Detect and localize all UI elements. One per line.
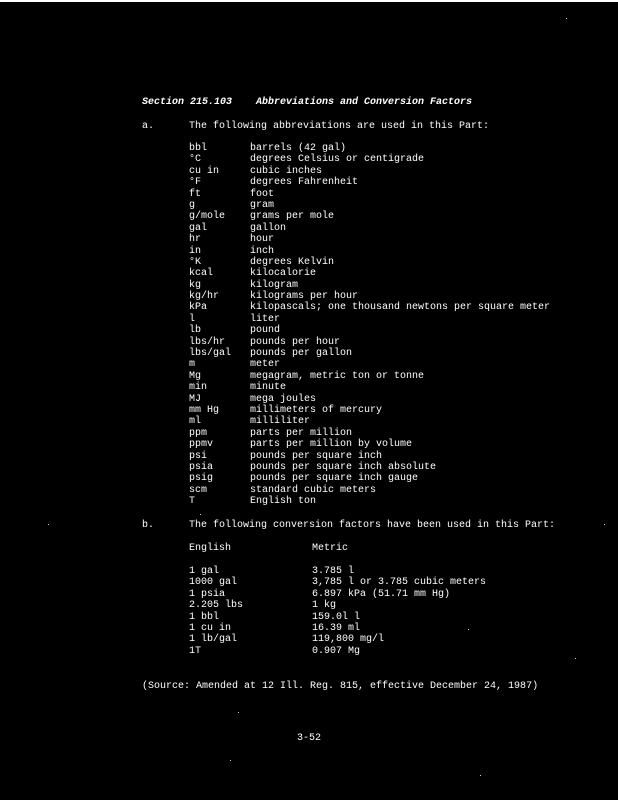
section-heading xyxy=(142,97,472,108)
abbreviation-term: mm Hg xyxy=(189,404,220,416)
abbreviation-term: T xyxy=(189,496,196,508)
abbreviation-meaning: milliliter xyxy=(250,416,311,428)
abbreviation-meaning: minute xyxy=(250,382,287,394)
abbreviation-meaning: standard cubic meters xyxy=(250,484,377,496)
abbreviation-term: ppm xyxy=(189,427,208,439)
conversion-english-value: 1 lb/gal xyxy=(189,634,238,646)
abbreviation-meaning: barrels (42 gal) xyxy=(250,143,347,154)
abbreviation-meaning: parts per million by volume xyxy=(250,439,413,451)
source-note: (Source: Amended at 12 Ill. Reg. 815, effective December 24, 1987) xyxy=(142,681,539,692)
abbreviation-term: in xyxy=(189,245,202,257)
abbreviation-row xyxy=(189,291,550,302)
abbreviation-row xyxy=(189,280,550,291)
abbreviation-meaning: meter xyxy=(250,359,281,371)
abbreviation-term: min xyxy=(189,382,208,394)
abbreviation-meaning: kilocalorie xyxy=(250,268,317,280)
abbreviation-term: scm xyxy=(189,484,208,496)
conversion-english-value: 1 cu in xyxy=(189,622,232,634)
conversion-metric-value: 6.897 kPa (51.71 mm Hg) xyxy=(312,588,451,600)
abbreviation-term: lb xyxy=(189,325,202,337)
abbreviation-meaning: parts per million xyxy=(250,427,353,439)
scan-speck xyxy=(604,524,605,525)
conversion-row xyxy=(189,600,486,611)
abbreviation-meaning: mega joules xyxy=(250,393,317,405)
scan-speck xyxy=(238,712,239,713)
abbreviation-meaning: kilopascals; one thousand newtons per square meter xyxy=(250,302,551,314)
abbreviation-row xyxy=(189,485,550,496)
conversion-row xyxy=(189,566,486,577)
conversion-metric-value: 3,785 l or 3.785 cubic meters xyxy=(312,577,487,589)
abbreviation-term: cu in xyxy=(189,165,220,177)
conversion-row xyxy=(189,577,486,588)
abbreviation-row xyxy=(189,234,550,245)
conversion-english-value: 2.205 lbs xyxy=(189,600,244,612)
column-header-metric: Metric xyxy=(312,543,349,554)
abbreviation-meaning: degrees Fahrenheit xyxy=(250,177,359,189)
paragraph-a-intro xyxy=(142,121,489,132)
abbreviation-meaning: kilogram xyxy=(250,279,299,291)
abbreviation-term: Mg xyxy=(189,370,202,382)
abbreviation-meaning: kilograms per hour xyxy=(250,291,359,303)
conversion-english-value: 1T xyxy=(189,645,202,657)
abbreviation-meaning: pounds per square inch xyxy=(250,450,383,462)
abbreviation-term: °K xyxy=(189,256,202,268)
abbreviation-term: ft xyxy=(189,188,202,200)
abbreviation-list xyxy=(189,143,550,508)
scan-speck xyxy=(230,760,231,761)
abbreviation-row xyxy=(189,302,550,313)
abbreviation-row xyxy=(189,405,550,416)
abbreviation-row xyxy=(189,257,550,268)
scan-speck xyxy=(566,18,567,19)
conversion-row xyxy=(189,612,486,623)
abbreviation-meaning: pounds per hour xyxy=(250,336,341,348)
abbreviation-row xyxy=(189,428,550,439)
conversion-english-value: 1 bbl xyxy=(189,611,220,623)
conversion-metric-value: 159.0l l xyxy=(312,611,361,623)
conversion-row xyxy=(189,623,486,634)
conversion-metric-value: 16.39 ml xyxy=(312,622,361,634)
abbreviation-row xyxy=(189,223,550,234)
abbreviation-row xyxy=(189,189,550,200)
abbreviation-row xyxy=(189,166,550,177)
abbreviation-term: g xyxy=(189,199,196,211)
abbreviation-meaning: degrees Celsius or centigrade xyxy=(250,154,425,166)
page-number: 3-52 xyxy=(297,733,322,744)
abbreviation-row xyxy=(189,394,550,405)
scan-speck xyxy=(468,629,469,630)
abbreviation-term: ml xyxy=(189,416,202,428)
abbreviation-term: psia xyxy=(189,461,214,473)
abbreviation-meaning: degrees Kelvin xyxy=(250,256,335,268)
abbreviation-meaning: liter xyxy=(250,313,281,325)
abbreviation-term: °F xyxy=(189,177,202,189)
abbreviation-meaning: foot xyxy=(250,188,275,200)
conversion-table xyxy=(189,566,486,657)
abbreviation-row xyxy=(189,200,550,211)
paragraph-b-marker: b. xyxy=(142,520,155,531)
paragraph-a-text: The following abbreviations are used in this Part: xyxy=(189,121,490,132)
abbreviation-row xyxy=(189,337,550,348)
scan-speck xyxy=(200,514,201,515)
abbreviation-row xyxy=(189,177,550,188)
scan-speck xyxy=(480,775,481,776)
abbreviation-row xyxy=(189,154,550,165)
scan-speck xyxy=(575,658,576,659)
abbreviation-meaning: hour xyxy=(250,234,275,246)
abbreviation-term: kcal xyxy=(189,268,214,280)
abbreviation-term: kg/hr xyxy=(189,291,220,303)
abbreviation-row xyxy=(189,211,550,222)
abbreviation-row xyxy=(189,473,550,484)
abbreviation-row xyxy=(189,416,550,427)
abbreviation-row xyxy=(189,246,550,257)
conversion-english-value: 1000 gal xyxy=(189,577,238,589)
abbreviation-row xyxy=(189,268,550,279)
conversion-row xyxy=(189,589,486,600)
column-header-english: English xyxy=(189,543,232,554)
abbreviation-term: psig xyxy=(189,473,214,485)
conversion-metric-value: 0.907 Mg xyxy=(312,645,361,657)
conversion-metric-value: 119,800 mg/l xyxy=(312,634,385,646)
abbreviation-term: hr xyxy=(189,234,202,246)
abbreviation-term: MJ xyxy=(189,393,202,405)
abbreviation-row xyxy=(189,451,550,462)
abbreviation-meaning: gallon xyxy=(250,222,287,234)
abbreviation-row xyxy=(189,462,550,473)
abbreviation-term: l xyxy=(189,313,196,325)
abbreviation-meaning: pounds per square inch gauge xyxy=(250,473,419,485)
conversion-row xyxy=(189,646,486,657)
abbreviation-term: g/mole xyxy=(189,211,226,223)
paragraph-b-text: The following conversion factors have been used in this Part: xyxy=(189,520,556,531)
abbreviation-term: ppmv xyxy=(189,439,214,451)
abbreviation-meaning: pounds per gallon xyxy=(250,348,353,360)
abbreviation-row xyxy=(189,371,550,382)
conversion-row xyxy=(189,634,486,645)
abbreviation-meaning: inch xyxy=(250,245,275,257)
conversion-english-value: 1 psia xyxy=(189,588,226,600)
paragraph-a-marker: a. xyxy=(142,121,155,132)
abbreviation-meaning: grams per mole xyxy=(250,211,335,223)
abbreviation-row xyxy=(189,439,550,450)
abbreviation-meaning: pounds per square inch absolute xyxy=(250,461,437,473)
abbreviation-term: lbs/hr xyxy=(189,336,226,348)
section-title: Abbreviations and Conversion Factors xyxy=(256,97,473,108)
abbreviation-row xyxy=(189,359,550,370)
abbreviation-term: kPa xyxy=(189,302,208,314)
abbreviation-term: kg xyxy=(189,279,202,291)
conversion-table-header xyxy=(189,543,348,554)
abbreviation-term: psi xyxy=(189,450,208,462)
abbreviation-meaning: cubic inches xyxy=(250,165,323,177)
paragraph-b-intro xyxy=(142,520,555,531)
abbreviation-row xyxy=(189,496,550,507)
abbreviation-meaning: pound xyxy=(250,325,281,337)
abbreviation-meaning: megagram, metric ton or tonne xyxy=(250,370,425,382)
abbreviation-row xyxy=(189,325,550,336)
conversion-metric-value: 1 kg xyxy=(312,600,337,612)
abbreviation-row xyxy=(189,348,550,359)
abbreviation-term: bbl xyxy=(189,143,208,154)
abbreviation-meaning: English ton xyxy=(250,496,317,508)
scan-speck xyxy=(48,524,49,525)
abbreviation-meaning: millimeters of mercury xyxy=(250,404,383,416)
conversion-metric-value: 3.785 l xyxy=(312,566,355,577)
abbreviation-term: m xyxy=(189,359,196,371)
abbreviation-term: lbs/gal xyxy=(189,348,232,360)
conversion-english-value: 1 gal xyxy=(189,566,220,577)
section-number: Section 215.103 xyxy=(142,97,233,108)
abbreviation-row xyxy=(189,314,550,325)
abbreviation-row xyxy=(189,143,550,154)
abbreviation-meaning: gram xyxy=(250,199,275,211)
abbreviation-term: °C xyxy=(189,154,202,166)
abbreviation-term: gal xyxy=(189,222,208,234)
abbreviation-row xyxy=(189,382,550,393)
